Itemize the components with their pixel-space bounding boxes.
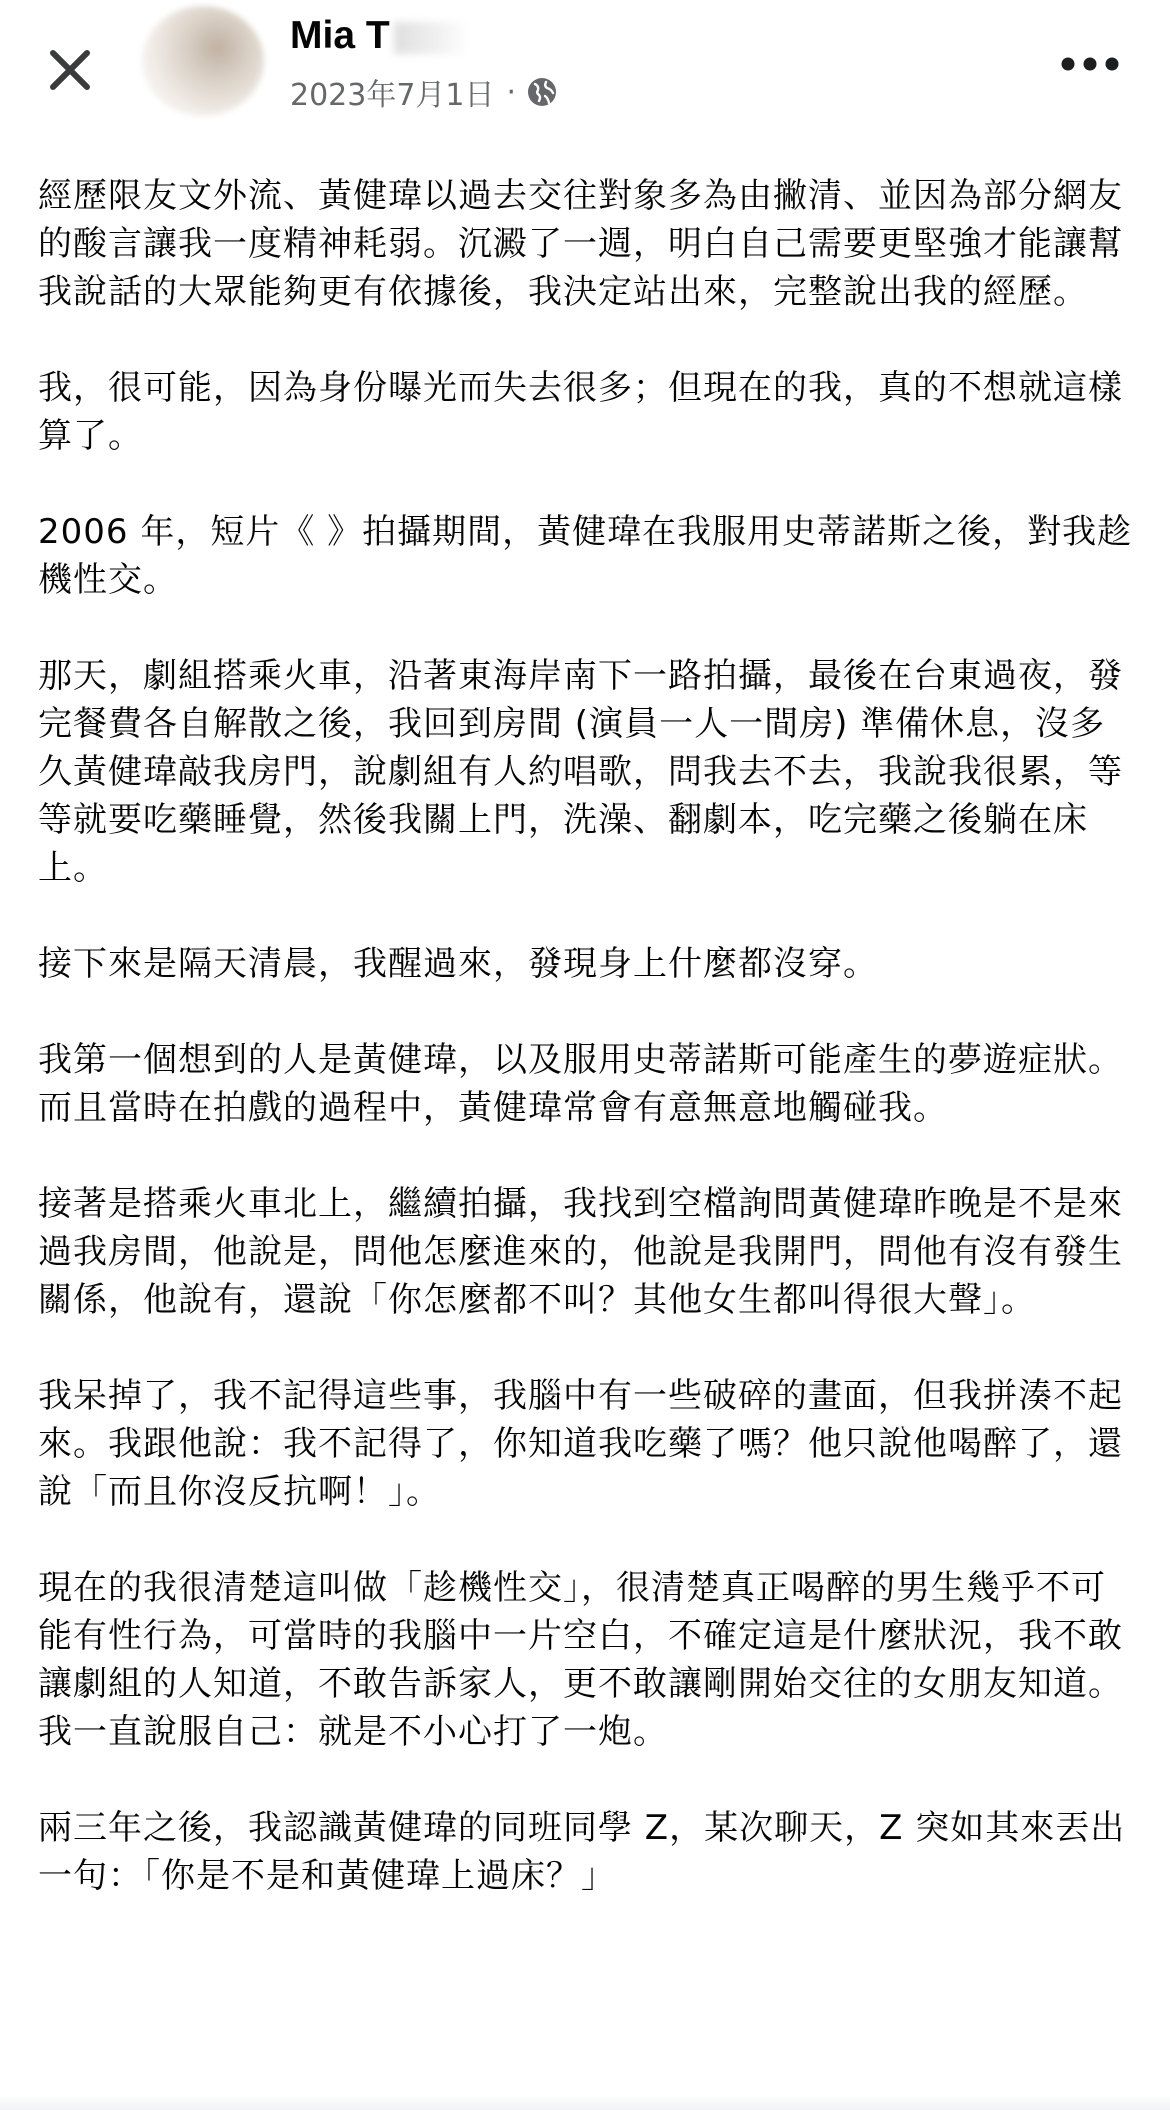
- post-paragraph-6: 我第一個想到的人是黃健瑋，以及服用史蒂諾斯可能產生的夢遊症狀。而且當時在拍戲的過程中，黃健瑋常會有意無意地觸碰我。: [38, 1040, 1123, 1128]
- post-paragraph-7: 接著是搭乘火車北上，繼續拍攝，我找到空檔詢問黃健瑋昨晚是不是來過我房間，他說是，問他怎麼進來的，他說是我開門，問他有沒有發生關係，他說有，還說「你怎麼都不叫？其他女生都叫得很大聲」。: [38, 1184, 1123, 1320]
- avatar[interactable]: [142, 6, 264, 116]
- post-body: [38, 172, 1138, 2102]
- post-date[interactable]: 2023年7月1日: [290, 78, 495, 113]
- bottom-divider: [0, 2094, 1170, 2110]
- close-icon: [47, 47, 93, 93]
- post-paragraph-8: 我呆掉了，我不記得這些事，我腦中有一些破碎的畫面，但我拼湊不起來。我跟他說：我不記得了，你知道我吃藥了嗎？他只說他喝醉了，還說「而且你沒反抗啊！」。: [38, 1376, 1123, 1512]
- author-name-text: Mia T: [290, 14, 390, 57]
- meta-separator: ·: [506, 74, 517, 110]
- post-paragraph-9: 現在的我很清楚這叫做「趁機性交」，很清楚真正喝醉的男生幾乎不可能有性行為，可當時的我腦中一片空白，不確定這是什麼狀況，我不敢讓劇組的人知道，不敢告訴家人，更不敢讓剛開始交往的女朋友知道。我一直說服自己：就是不小心打了一炮。: [38, 1568, 1123, 1752]
- author-name-redaction: [394, 22, 464, 54]
- post-meta: [290, 70, 558, 114]
- globe-icon: [526, 76, 558, 108]
- post-paragraph-4: 那天，劇組搭乘火車，沿著東海岸南下一路拍攝，最後在台東過夜，發完餐費各自解散之後，我回到房間 (演員一人一間房) 準備休息，沒多久黃健瑋敲我房門，說劇組有人約唱歌，問我去不去，我說我很累，等等就要吃藥睡覺，然後我關上門，洗澡、翻劇本，吃完藥之後躺在床上。: [38, 656, 1123, 888]
- post-paragraph-10: 兩三年之後，我認識黃健瑋的同班同學 Z，某次聊天，Z 突如其來丟出一句：「你是不是和黃健瑋上過床？」: [38, 1808, 1126, 1896]
- post-paragraph-3: 2006 年，短片《 》拍攝期間，黃健瑋在我服用史蒂諾斯之後，對我趁機性交。: [38, 512, 1133, 600]
- more-horizontal-icon: [1060, 57, 1120, 71]
- more-options-button[interactable]: [1050, 32, 1130, 96]
- author-name[interactable]: [290, 14, 464, 58]
- post-header: [0, 0, 1170, 150]
- post-paragraph-1: 經歷限友文外流、黃健瑋以過去交往對象多為由撇清、並因為部分網友的酸言讓我一度精神耗弱。沉澱了一週，明白自己需要更堅強才能讓幫我說話的大眾能夠更有依據後，我決定站出來，完整說出我的經歷。: [38, 176, 1123, 312]
- post-paragraph-5: 接下來是隔天清晨，我醒過來，發現身上什麼都沒穿。: [38, 944, 878, 984]
- post-paragraph-2: 我，很可能，因為身份曝光而失去很多；但現在的我，真的不想就這樣算了。: [38, 368, 1123, 456]
- close-button[interactable]: [30, 30, 110, 110]
